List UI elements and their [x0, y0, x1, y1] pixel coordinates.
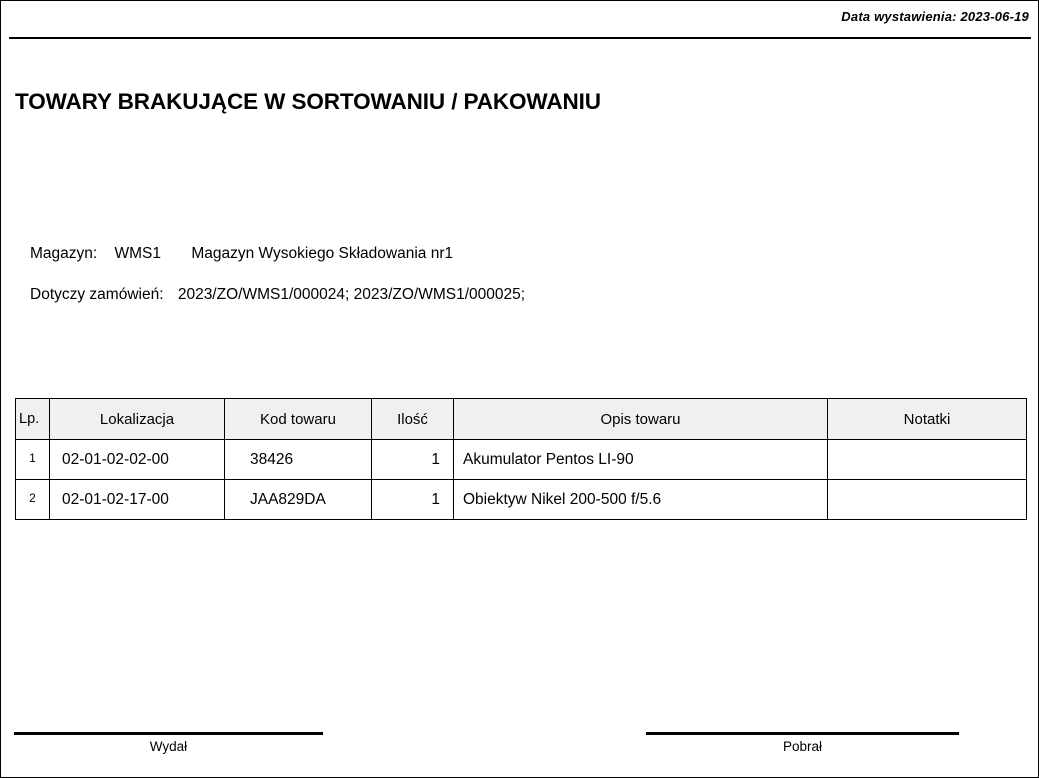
document-header — [9, 7, 1031, 39]
table-header-row — [16, 399, 1027, 440]
table-row — [16, 480, 1027, 520]
signature-line-issuer — [14, 732, 323, 735]
column-header-opis-towaru: Opis towaru — [454, 399, 828, 440]
cell-lokalizacja: 02-01-02-02-00 — [50, 440, 225, 480]
meta-row-warehouse — [30, 245, 525, 267]
orders-value: 2023/ZO/WMS1/000024; 2023/ZO/WMS1/000025; — [177, 286, 526, 303]
column-header-lokalizacja: Lokalizacja — [50, 399, 225, 440]
cell-ilosc: 1 — [372, 440, 454, 480]
signature-block-receiver — [646, 732, 959, 762]
cell-opis-towaru: Obiektyw Nikel 200-500 f/5.6 — [454, 480, 828, 520]
signature-label-receiver: Pobrał — [782, 739, 823, 754]
cell-lp: 1 — [16, 440, 50, 480]
signature-label-issuer: Wydał — [149, 739, 188, 754]
meta-row-orders — [30, 286, 525, 308]
cell-notatki — [828, 440, 1027, 480]
signature-block-issuer — [14, 732, 323, 762]
cell-lokalizacja: 02-01-02-17-00 — [50, 480, 225, 520]
table-row — [16, 440, 1027, 480]
warehouse-label: Magazyn: — [30, 245, 98, 262]
missing-goods-table — [15, 398, 1027, 520]
document-meta — [30, 245, 525, 308]
warehouse-code: WMS1 — [114, 245, 162, 262]
cell-ilosc: 1 — [372, 480, 454, 520]
orders-label: Dotyczy zamówień: — [30, 286, 164, 303]
cell-opis-towaru: Akumulator Pentos LI-90 — [454, 440, 828, 480]
issue-date: Data wystawienia: 2023-06-19 — [841, 9, 1029, 24]
warehouse-name: Magazyn Wysokiego Składowania nr1 — [191, 245, 454, 262]
cell-lp: 2 — [16, 480, 50, 520]
column-header-lp: Lp. — [16, 399, 50, 440]
cell-kod-towaru: JAA829DA — [225, 480, 372, 520]
column-header-ilosc: Ilość — [372, 399, 454, 440]
signature-line-receiver — [646, 732, 959, 735]
column-header-kod-towaru: Kod towaru — [225, 399, 372, 440]
cell-kod-towaru: 38426 — [225, 440, 372, 480]
cell-notatki — [828, 480, 1027, 520]
page-title: TOWARY BRAKUJĄCE W SORTOWANIU / PAKOWANIU — [15, 89, 601, 114]
column-header-notatki: Notatki — [828, 399, 1027, 440]
